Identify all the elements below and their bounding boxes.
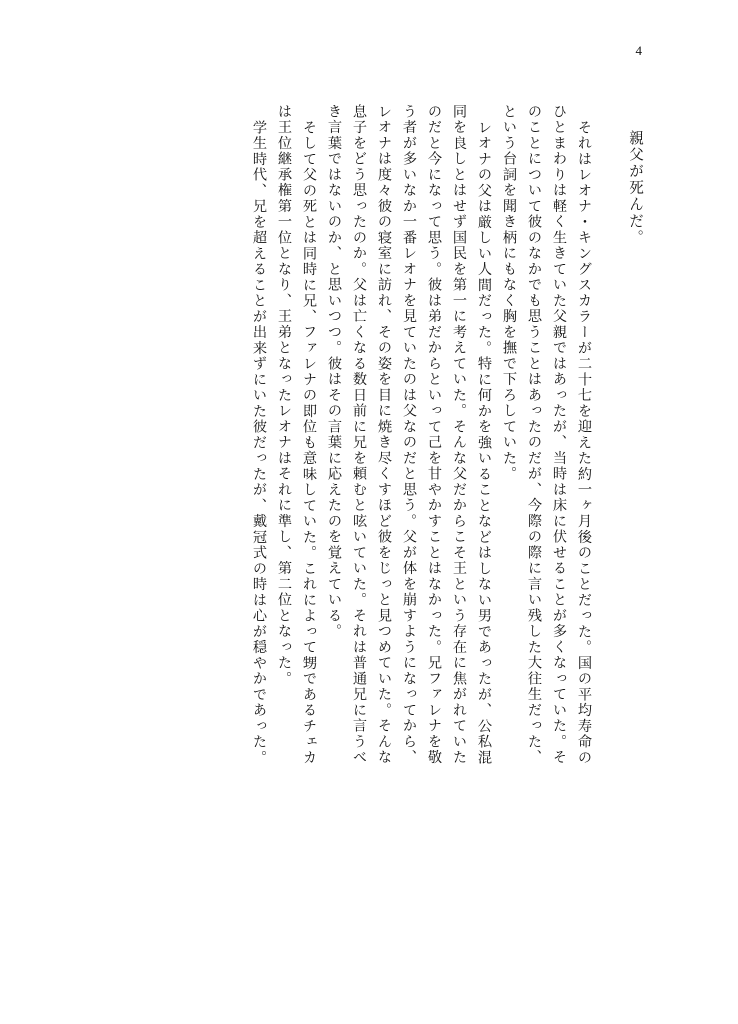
vertical-text-body bbox=[66, 104, 642, 938]
body-line: という台詞を聞き柄にもなく胸を撫で下ろしていた。 bbox=[501, 104, 517, 482]
body-line: ひとまわりは軽く生きていた父親ではあったが、当時は床に伏せることが多くなっていた。そ bbox=[551, 104, 567, 766]
body-line: 同を良しとはせず国民を第一に考えていた。そんな父だからこそ王という存在に焦がれていた bbox=[451, 104, 467, 766]
body-line: う者が多いなか一番レオナを見ていたのは父なのだと思う。父が体を崩すようになってから、 bbox=[401, 104, 417, 766]
body-line: のことについて彼のなかでも思うことはあったのだが、今際の際に言い残した大往生だった、 bbox=[526, 104, 542, 766]
body-line: そして父の死とは同時に兄、ファレナの即位も意味していた。これによって甥であるチェカ bbox=[301, 120, 317, 766]
body-line: は王位継承権第一位となり、王弟となったレオナはそれに準し、第二位となった。 bbox=[276, 104, 292, 687]
body-line: レオナの父は厳しい人間だった。特に何かを強いることなどはしない男であったが、公私混 bbox=[476, 120, 492, 766]
body-line: のだと今になって思う。彼は弟だからといって己を甘やかすことはなかった。兄ファレナを敬 bbox=[426, 104, 442, 766]
body-line: レオナは度々彼の寝室に訪れ、その姿を目に焼き尽くすほど彼をじっと見つめていた。そんな bbox=[376, 104, 392, 766]
body-line: 学生時代、兄を超えることが出来ずにいた彼だったが、戴冠式の時は心が穏やかであった。 bbox=[251, 120, 267, 766]
body-line: 息子をどう思ったのか。父は亡くなる数日前に兄を頼むと呟いていた。それは普通兄に言うべ bbox=[351, 104, 367, 766]
body-line: き言葉ではないのか、と思いつつ。彼はその言葉に応えたのを覚えている。 bbox=[326, 104, 342, 640]
page-number: 4 bbox=[635, 43, 642, 58]
section-heading: 親父が死んだ。 bbox=[627, 130, 643, 247]
body-line: それはレオナ・キングスカラーが二十七を迎えた約一ヶ月後のことだった。国の平均寿命の bbox=[576, 120, 592, 766]
